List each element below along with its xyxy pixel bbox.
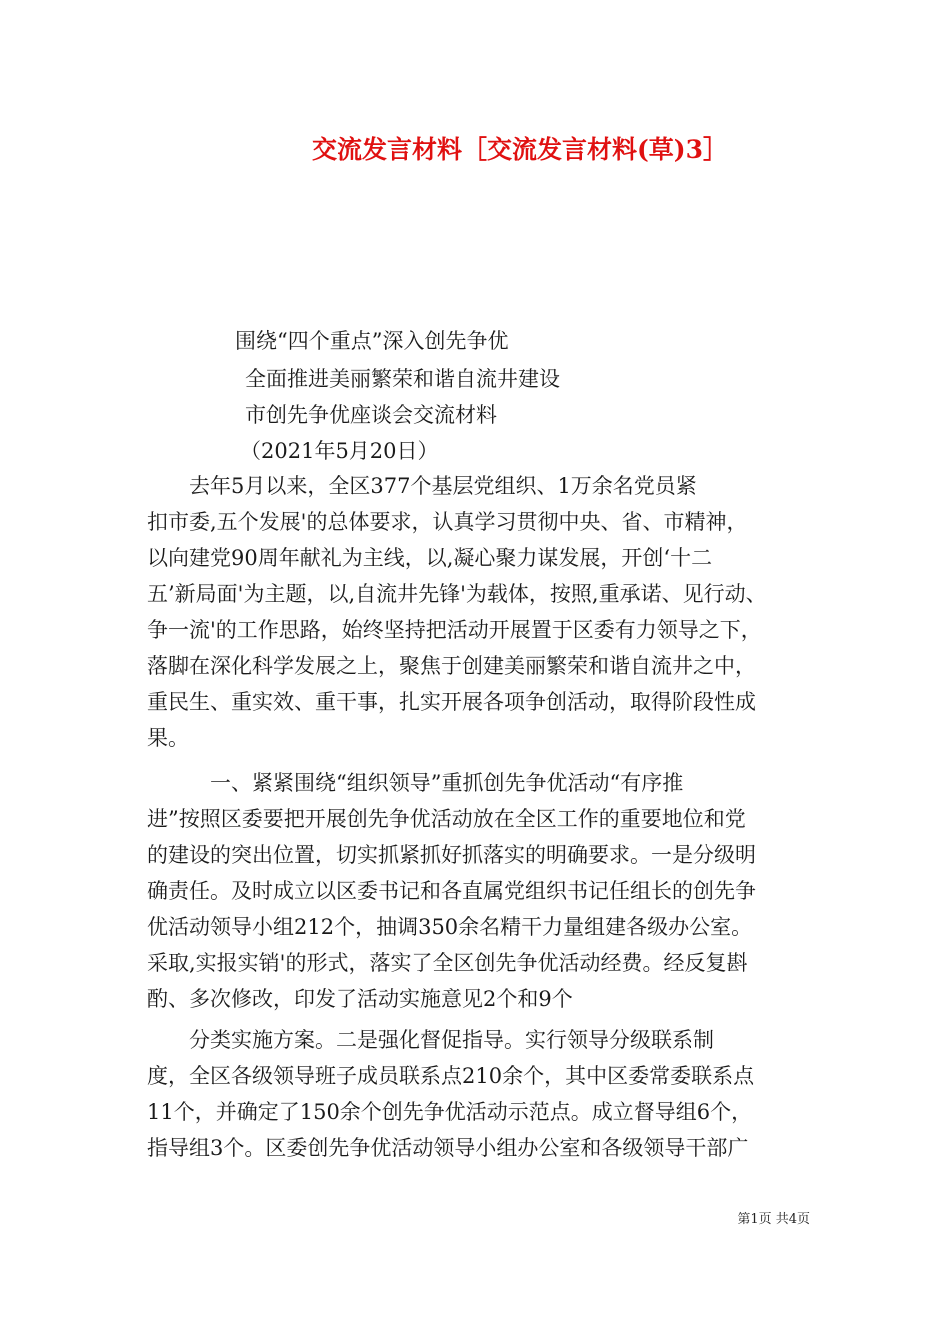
subhead-goal: 全面推进美丽繁荣和谐自流井建设: [245, 367, 560, 391]
text-line: 一、紧紧围绕“组织领导”重抓创先争优活动“有序推: [147, 771, 684, 795]
text-line: 的建设的突出位置，切实抓紧抓好抓落实的明确要求。一是分级明: [147, 843, 756, 867]
subhead-date: （2021年5月20日）: [240, 439, 439, 463]
text-line: 重民生、重实效、重干事，扎实开展各项争创活动，取得阶段性成: [147, 690, 756, 714]
subhead-occasion: 市创先争优座谈会交流材料: [245, 403, 497, 427]
text-line: 五’新局面'为主题，以,自流井先锋'为载体，按照,重承诺、见行动、: [147, 582, 767, 606]
subhead-theme: 围绕“四个重点”深入创先争优: [235, 329, 509, 353]
text-line: 11个，并确定了150余个创先争优活动示范点。成立督导组6个，: [147, 1100, 753, 1124]
paragraph-section-one-continued: [147, 1022, 807, 1166]
text-line: 去年5月以来，全区377个基层党组织、1万余名党员紧: [147, 474, 697, 498]
text-line: 度，全区各级领导班子成员联系点210余个，其中区委常委联系点: [147, 1064, 755, 1088]
text-line: 以向建党90周年献礼为主线，以,凝心聚力谋发展，开创‘十二: [147, 546, 713, 570]
text-line: 指导组3个。区委创先争优活动领导小组办公室和各级领导干部广: [147, 1136, 749, 1160]
text-line: 落脚在深化科学发展之上，聚焦于创建美丽繁荣和谐自流井之中，: [147, 654, 756, 678]
text-line: 进”按照区委要把开展创先争优活动放在全区工作的重要地位和党: [147, 807, 746, 831]
document-title: 交流发言材料［交流发言材料(草)3］: [311, 135, 729, 164]
paragraph-intro: [147, 468, 807, 756]
page-number-footer: 第1页 共4页: [737, 1212, 810, 1227]
text-line: 争一流'的工作思路，始终坚持把活动开展置于区委有力领导之下，: [147, 618, 762, 642]
text-line: 采取,实报实销'的形式，落实了全区创先争优活动经费。经反复斟: [147, 951, 748, 975]
text-line: 确责任。及时成立以区委书记和各直属党组织书记任组长的创先争: [147, 879, 756, 903]
text-line: 扣市委,五个发展'的总体要求，认真学习贯彻中央、省、市精神，: [147, 510, 748, 534]
text-line: 酌、多次修改，印发了活动实施意见2个和9个: [147, 987, 573, 1011]
text-line: 果。: [147, 726, 189, 750]
text-line: 分类实施方案。二是强化督促指导。实行领导分级联系制: [147, 1028, 714, 1052]
text-line: 优活动领导小组212个，抽调350余名精干力量组建各级办公室。: [147, 915, 753, 939]
paragraph-section-one: [147, 765, 807, 1017]
